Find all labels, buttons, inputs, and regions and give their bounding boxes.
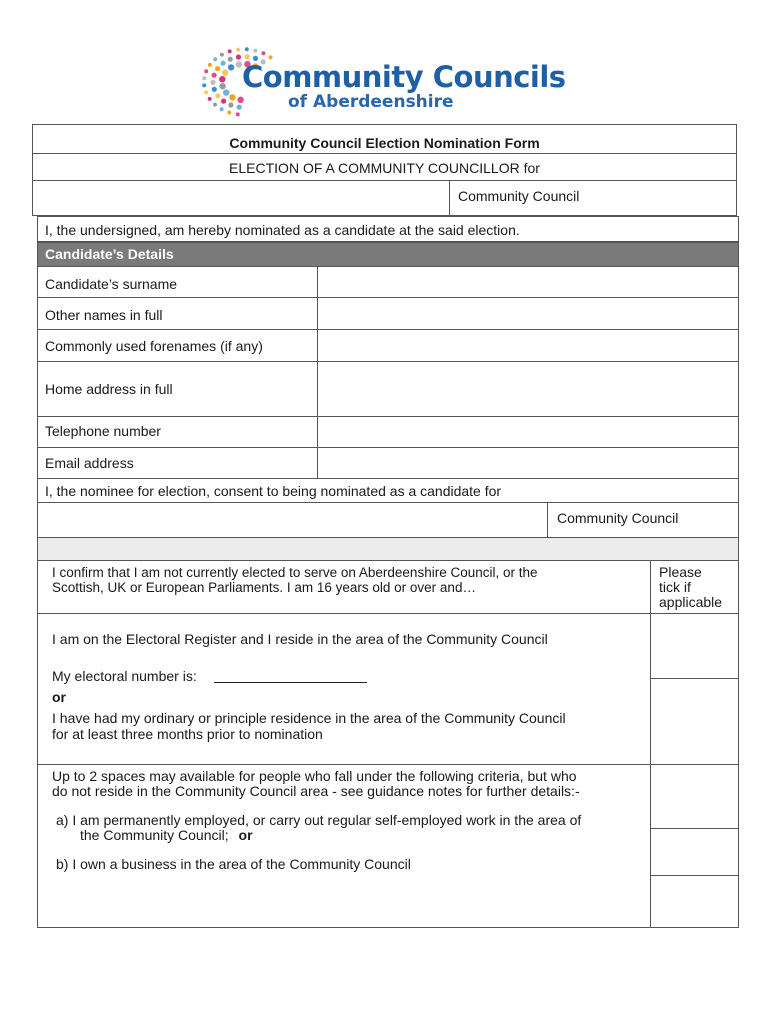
candidate-field-input-email[interactable] xyxy=(317,447,739,479)
option-a-line1: a) I am permanently employed, or carry out regular self-employed work in the area of xyxy=(56,812,582,828)
logo-dot xyxy=(228,102,233,107)
logo-dot xyxy=(221,61,226,66)
criteria-tickbox-3[interactable] xyxy=(651,876,738,927)
confirm-text-line2: Scottish, UK or European Parliaments. I am 16 years old or over and… xyxy=(52,580,476,595)
confirm-text-line1: I confirm that I am not currently elected to serve on Aberdeenshire Council, or the xyxy=(52,565,538,580)
candidate-field-label-other-names: Other names in full xyxy=(45,307,163,323)
option-a-line2 xyxy=(80,827,253,843)
logo-dot xyxy=(212,73,217,78)
logo-dot xyxy=(245,54,250,59)
logo-dot xyxy=(208,97,212,101)
candidate-field-label-home-address: Home address in full xyxy=(45,381,173,397)
logo-dot xyxy=(221,99,226,104)
candidate-field-input-other-names[interactable] xyxy=(317,297,739,330)
residence-tickbox[interactable] xyxy=(651,679,738,765)
candidate-details-header-text: Candidate’s Details xyxy=(45,246,174,262)
form-title: Community Council Election Nomination Form xyxy=(229,135,540,151)
electoral-number-label: My electoral number is: xyxy=(52,668,197,684)
logo-dot xyxy=(253,49,257,53)
criteria-tickbox-1[interactable] xyxy=(651,765,738,829)
logo-dot xyxy=(204,69,208,73)
logo-dot xyxy=(236,112,240,116)
logo-dot xyxy=(210,80,215,85)
logo-dot xyxy=(236,54,241,59)
or-label: or xyxy=(52,689,66,705)
logo-dot xyxy=(261,51,265,55)
register-tickbox[interactable] xyxy=(651,614,738,679)
candidate-field-label-telephone: Telephone number xyxy=(45,423,161,439)
criteria-text-line1: Up to 2 spaces may available for people who fall under the following criteria, but who xyxy=(52,768,577,784)
candidate-field-input-home-address[interactable] xyxy=(317,361,739,417)
logo-dot xyxy=(245,47,249,51)
logo-dot xyxy=(219,76,225,82)
logo-dot xyxy=(213,103,217,107)
community-council-label: Community Council xyxy=(458,188,580,204)
candidate-field-label-forenames: Commonly used forenames (if any) xyxy=(45,338,263,354)
logo-dot xyxy=(215,93,220,98)
candidate-field-label-surname: Candidate’s surname xyxy=(45,276,178,292)
logo-dot xyxy=(227,111,231,115)
consent-statement: I, the nominee for election, consent to being nominated as a candidate for xyxy=(45,483,502,499)
logo-dot xyxy=(215,66,220,71)
logo xyxy=(200,38,570,118)
community-council-name-input[interactable] xyxy=(32,180,450,216)
candidate-field-input-telephone[interactable] xyxy=(317,416,739,448)
nomination-statement: I, the undersigned, am hereby nominated as a candidate at the said election. xyxy=(45,222,520,238)
option-b: b) I own a business in the area of the Community Council xyxy=(56,856,411,872)
logo-dot xyxy=(208,63,212,67)
logo-dot xyxy=(212,87,217,92)
electoral-number-input[interactable] xyxy=(214,665,367,683)
logo-dot xyxy=(202,76,206,80)
candidate-field-input-forenames[interactable] xyxy=(317,329,739,362)
option-a-or: or xyxy=(238,827,253,843)
logo-dot xyxy=(237,97,243,103)
criteria-text-line2: do not reside in the Community Council area - see guidance notes for further details:- xyxy=(52,783,580,799)
logo-dot xyxy=(204,90,208,94)
logo-dot xyxy=(237,105,242,110)
tick-label-line2: tick if xyxy=(659,579,691,595)
logo-dot xyxy=(219,83,225,89)
consent-cc-label: Community Council xyxy=(557,510,679,526)
consent-cc-name-input[interactable] xyxy=(38,503,548,537)
candidate-field-input-surname[interactable] xyxy=(317,266,739,298)
candidate-field-label-email: Email address xyxy=(45,455,134,471)
logo-dot xyxy=(223,89,229,95)
tick-label-line3: applicable xyxy=(659,594,723,610)
logo-dot xyxy=(213,57,217,61)
residence-text-line2: for at least three months prior to nomination xyxy=(52,726,323,742)
logo-dot xyxy=(220,107,224,111)
logo-dot xyxy=(220,53,224,57)
logo-dot xyxy=(228,64,234,70)
logo-subtitle: of Aberdeenshire xyxy=(288,92,454,112)
register-text: I am on the Electoral Register and I reside in the area of the Community Council xyxy=(52,631,548,647)
option-a-line2-text: the Community Council; xyxy=(80,827,229,843)
logo-dot xyxy=(269,55,273,59)
residence-text-line1: I have had my ordinary or principle residence in the area of the Community Council xyxy=(52,710,566,726)
separator-row xyxy=(37,537,739,561)
form-subtitle: ELECTION OF A COMMUNITY COUNCILLOR for xyxy=(229,160,540,176)
logo-title: Community Councils xyxy=(242,60,566,94)
logo-dot xyxy=(228,57,233,62)
logo-dot xyxy=(236,48,240,52)
logo-dot xyxy=(229,94,235,100)
tick-label-line1: Please xyxy=(659,564,702,580)
logo-dot xyxy=(222,69,228,75)
logo-dot xyxy=(228,49,232,53)
logo-dot xyxy=(202,83,206,87)
criteria-tickbox-2[interactable] xyxy=(651,829,738,876)
